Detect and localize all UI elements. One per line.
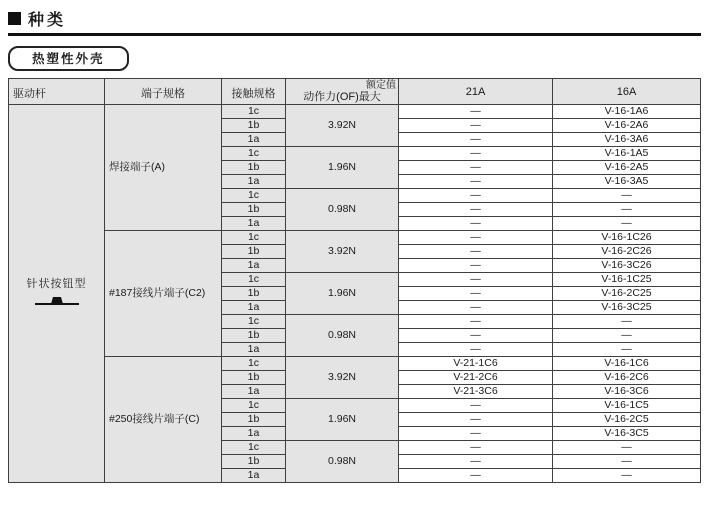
contact-cell: 1c — [222, 399, 286, 413]
header-terminal: 端子规格 — [105, 79, 222, 105]
rating-21a-cell: — — [399, 343, 553, 357]
rating-21a-cell: — — [399, 147, 553, 161]
contact-cell: 1b — [222, 203, 286, 217]
rating-16a-cell: V-16-2C26 — [553, 245, 701, 259]
contact-cell: 1b — [222, 413, 286, 427]
header-row — [9, 79, 701, 105]
rating-21a-cell: — — [399, 273, 553, 287]
rating-21a-cell: — — [399, 189, 553, 203]
header-contact: 接触规格 — [222, 79, 286, 105]
rating-21a-cell: — — [399, 175, 553, 189]
table-row — [9, 357, 701, 371]
category-badge: 热塑性外壳 — [8, 46, 129, 71]
force-cell: 3.92N — [286, 231, 399, 273]
contact-cell: 1b — [222, 455, 286, 469]
force-cell: 0.98N — [286, 315, 399, 357]
rating-21a-cell: — — [399, 133, 553, 147]
header-rated-label: 额定值 — [366, 80, 396, 91]
rating-21a-cell: — — [399, 161, 553, 175]
rating-21a-cell: V-21-2C6 — [399, 371, 553, 385]
rating-16a-cell: — — [553, 315, 701, 329]
rating-16a-cell: V-16-2C6 — [553, 371, 701, 385]
table-row — [9, 105, 701, 119]
section-header — [8, 7, 701, 30]
contact-cell: 1b — [222, 329, 286, 343]
force-cell: 0.98N — [286, 441, 399, 483]
contact-cell: 1b — [222, 287, 286, 301]
rating-21a-cell: — — [399, 119, 553, 133]
contact-cell: 1a — [222, 427, 286, 441]
rating-16a-cell: — — [553, 441, 701, 455]
rating-16a-cell: V-16-3C5 — [553, 427, 701, 441]
header-force — [286, 79, 399, 105]
rating-16a-cell: V-16-2A5 — [553, 161, 701, 175]
force-cell: 1.96N — [286, 147, 399, 189]
contact-cell: 1c — [222, 189, 286, 203]
rating-16a-cell: — — [553, 329, 701, 343]
contact-cell: 1a — [222, 259, 286, 273]
header-driver: 驱动杆 — [9, 79, 105, 105]
rating-16a-cell: — — [553, 469, 701, 483]
rating-16a-cell: — — [553, 343, 701, 357]
contact-cell: 1c — [222, 105, 286, 119]
contact-cell: 1c — [222, 231, 286, 245]
rating-16a-cell: V-16-3A5 — [553, 175, 701, 189]
pin-plunger-icon — [9, 293, 104, 309]
rating-21a-cell: — — [399, 329, 553, 343]
rating-21a-cell: — — [399, 287, 553, 301]
contact-cell: 1b — [222, 119, 286, 133]
contact-cell: 1c — [222, 273, 286, 287]
terminal-cell: #187接线片端子(C2) — [105, 231, 222, 357]
rating-16a-cell: V-16-3A6 — [553, 133, 701, 147]
contact-cell: 1a — [222, 301, 286, 315]
rating-21a-cell: — — [399, 217, 553, 231]
section-title: 种类 — [28, 12, 67, 29]
header-21a: 21A — [399, 79, 553, 105]
section-marker-icon — [8, 12, 21, 25]
rating-16a-cell: V-16-1A6 — [553, 105, 701, 119]
product-selection-table — [8, 78, 701, 483]
rating-16a-cell: V-16-2A6 — [553, 119, 701, 133]
contact-cell: 1a — [222, 175, 286, 189]
rating-16a-cell: V-16-1C25 — [553, 273, 701, 287]
rating-21a-cell: — — [399, 259, 553, 273]
rating-16a-cell: — — [553, 217, 701, 231]
rating-21a-cell: — — [399, 441, 553, 455]
rating-16a-cell: V-16-1C5 — [553, 399, 701, 413]
header-16a: 16A — [553, 79, 701, 105]
rating-16a-cell: V-16-3C6 — [553, 385, 701, 399]
title-rule — [8, 33, 701, 36]
contact-cell: 1a — [222, 217, 286, 231]
force-cell: 1.96N — [286, 273, 399, 315]
contact-cell: 1b — [222, 161, 286, 175]
terminal-cell: 焊接端子(A) — [105, 105, 222, 231]
rating-16a-cell: — — [553, 189, 701, 203]
header-force-label: 动作力(OF)最大 — [303, 91, 381, 103]
contact-cell: 1a — [222, 343, 286, 357]
rating-16a-cell: V-16-3C26 — [553, 259, 701, 273]
rating-16a-cell: V-16-3C25 — [553, 301, 701, 315]
force-cell: 3.92N — [286, 357, 399, 399]
rating-16a-cell: — — [553, 203, 701, 217]
rating-16a-cell: — — [553, 455, 701, 469]
rating-16a-cell: V-16-2C25 — [553, 287, 701, 301]
terminal-cell: #250接线片端子(C) — [105, 357, 222, 483]
contact-cell: 1a — [222, 469, 286, 483]
rating-21a-cell: — — [399, 203, 553, 217]
rating-21a-cell: V-21-1C6 — [399, 357, 553, 371]
table-body — [9, 105, 701, 483]
rating-21a-cell: — — [399, 469, 553, 483]
rating-16a-cell: V-16-1C6 — [553, 357, 701, 371]
rating-16a-cell: V-16-1C26 — [553, 231, 701, 245]
force-cell: 0.98N — [286, 189, 399, 231]
rating-21a-cell: — — [399, 413, 553, 427]
force-cell: 1.96N — [286, 399, 399, 441]
rating-21a-cell: — — [399, 427, 553, 441]
rating-21a-cell: — — [399, 301, 553, 315]
rating-21a-cell: — — [399, 231, 553, 245]
force-cell: 3.92N — [286, 105, 399, 147]
contact-cell: 1b — [222, 245, 286, 259]
driver-label: 针状按钮型 — [26, 277, 87, 290]
contact-cell: 1c — [222, 441, 286, 455]
rating-16a-cell: V-16-2C5 — [553, 413, 701, 427]
contact-cell: 1c — [222, 357, 286, 371]
contact-cell: 1a — [222, 133, 286, 147]
contact-cell: 1a — [222, 385, 286, 399]
rating-16a-cell: V-16-1A5 — [553, 147, 701, 161]
table-row — [9, 231, 701, 245]
driver-cell — [9, 105, 105, 483]
contact-cell: 1b — [222, 371, 286, 385]
rating-21a-cell: — — [399, 455, 553, 469]
rating-21a-cell: — — [399, 315, 553, 329]
rating-21a-cell: V-21-3C6 — [399, 385, 553, 399]
rating-21a-cell: — — [399, 105, 553, 119]
contact-cell: 1c — [222, 147, 286, 161]
rating-21a-cell: — — [399, 245, 553, 259]
rating-21a-cell: — — [399, 399, 553, 413]
contact-cell: 1c — [222, 315, 286, 329]
